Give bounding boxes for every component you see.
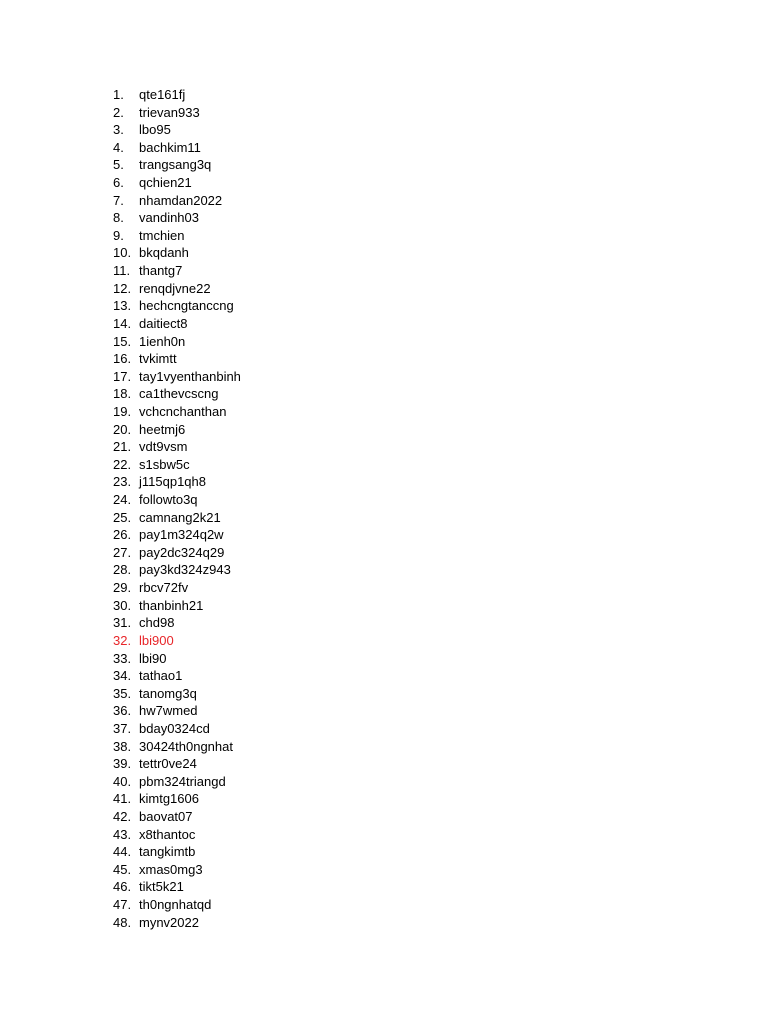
- list-item: [113, 227, 241, 245]
- list-item-text: bkqdanh: [139, 245, 189, 261]
- list-item: [113, 86, 241, 104]
- list-item: [113, 561, 241, 579]
- list-item: [113, 632, 241, 650]
- list-item-text: 30424th0ngnhat: [139, 738, 233, 754]
- list-item-number: 15.: [113, 333, 132, 349]
- list-item: [113, 121, 241, 139]
- list-item-number: 8.: [113, 210, 124, 226]
- list-item-text: s1sbw5c: [139, 456, 190, 472]
- list-item: [113, 368, 241, 386]
- list-item: [113, 650, 241, 668]
- list-item: [113, 280, 241, 298]
- list-item: [113, 333, 241, 351]
- list-item-number: 7.: [113, 192, 124, 208]
- list-item-text: chd98: [139, 615, 175, 631]
- list-item-number: 2.: [113, 104, 124, 120]
- list-item-text: followto3q: [139, 492, 198, 508]
- list-item: [113, 843, 241, 861]
- list-item-text: tangkimtb: [139, 844, 196, 860]
- list-item-number: 44.: [113, 844, 132, 860]
- list-item-number: 30.: [113, 597, 132, 613]
- list-item-text: pay3kd324z943: [139, 562, 231, 578]
- list-item-text: j115qp1qh8: [139, 474, 206, 490]
- list-item: [113, 385, 241, 403]
- code-list: [113, 86, 241, 931]
- list-item: [113, 720, 241, 738]
- list-item-text: tikt5k21: [139, 879, 184, 895]
- list-item-text: tvkimtt: [139, 351, 177, 367]
- list-item: [113, 350, 241, 368]
- list-item: [113, 597, 241, 615]
- list-item-number: 5.: [113, 157, 124, 173]
- list-item: [113, 808, 241, 826]
- list-item-number: 38.: [113, 738, 132, 754]
- list-item-text: 1ienh0n: [139, 333, 186, 349]
- list-item-text: th0ngnhatqd: [139, 897, 212, 913]
- list-item-number: 37.: [113, 720, 132, 736]
- list-item-text: pay1m324q2w: [139, 527, 224, 543]
- list-item: [113, 755, 241, 773]
- list-item: [113, 139, 241, 157]
- list-item: [113, 438, 241, 456]
- list-item-number: 28.: [113, 562, 132, 578]
- list-item-number: 21.: [113, 439, 132, 455]
- list-item: [113, 244, 241, 262]
- list-item-text: baovat07: [139, 808, 193, 824]
- list-item-text: camnang2k21: [139, 509, 221, 525]
- list-item-text: vandinh03: [139, 210, 199, 226]
- list-item: [113, 702, 241, 720]
- list-item-text: daitiect8: [139, 315, 188, 331]
- list-item-number: 33.: [113, 650, 132, 666]
- list-item-number: 13.: [113, 298, 132, 314]
- list-item-text: bachkim11: [139, 139, 201, 155]
- list-item-text: nhamdan2022: [139, 192, 223, 208]
- list-item-number: 14.: [113, 315, 132, 331]
- list-item-number: 17.: [113, 368, 132, 384]
- list-item-text: thanbinh21: [139, 597, 204, 613]
- list-item-text: pay2dc324q29: [139, 544, 225, 560]
- list-item-number: 6.: [113, 175, 124, 191]
- list-item: [113, 315, 241, 333]
- list-item: [113, 174, 241, 192]
- list-item: [113, 209, 241, 227]
- list-item-number: 39.: [113, 756, 132, 772]
- list-item-number: 12.: [113, 280, 132, 296]
- list-item: [113, 297, 241, 315]
- list-item: [113, 192, 241, 210]
- list-item-number: 32.: [113, 632, 132, 648]
- list-item-number: 48.: [113, 914, 132, 930]
- list-item-text: lbi900: [139, 632, 174, 648]
- list-item: [113, 790, 241, 808]
- list-item-text: qte161fj: [139, 87, 186, 102]
- list-item-text: tathao1: [139, 668, 183, 684]
- list-item-text: qchien21: [139, 175, 192, 191]
- list-item-text: renqdjvne22: [139, 280, 211, 296]
- list-item-text: kimtg1606: [139, 791, 199, 807]
- list-item-number: 10.: [113, 245, 132, 261]
- list-item-number: 42.: [113, 808, 132, 824]
- list-item-number: 9.: [113, 227, 124, 243]
- list-item: [113, 685, 241, 703]
- list-item-text: rbcv72fv: [139, 580, 189, 596]
- list-item-number: 4.: [113, 139, 124, 155]
- list-item-text: tanomg3q: [139, 685, 197, 701]
- list-item: [113, 156, 241, 174]
- list-item: [113, 491, 241, 509]
- list-item: [113, 738, 241, 756]
- list-item: [113, 456, 241, 474]
- list-item-text: lbo95: [139, 122, 171, 138]
- list-item-text: mynv2022: [139, 914, 199, 930]
- list-item-number: 29.: [113, 580, 132, 596]
- list-item: [113, 861, 241, 879]
- list-item: [113, 544, 241, 562]
- list-item-text: tmchien: [139, 227, 185, 243]
- list-item-number: 34.: [113, 668, 132, 684]
- list-item-number: 23.: [113, 474, 132, 490]
- list-item-text: pbm324triangd: [139, 773, 226, 789]
- list-item-number: 35.: [113, 685, 132, 701]
- list-item-number: 41.: [113, 791, 132, 807]
- list-item-text: hw7wmed: [139, 703, 198, 719]
- list-item-number: 31.: [113, 615, 132, 631]
- list-item: [113, 421, 241, 439]
- list-item-number: 26.: [113, 527, 132, 543]
- list-item-text: x8thantoc: [139, 826, 196, 842]
- list-item-number: 36.: [113, 703, 132, 719]
- list-item-number: 24.: [113, 492, 132, 508]
- list-item-text: thantg7: [139, 263, 183, 279]
- list-item-number: 16.: [113, 351, 132, 367]
- list-item-text: bday0324cd: [139, 720, 210, 736]
- list-item: [113, 878, 241, 896]
- list-item: [113, 526, 241, 544]
- list-item-number: 18.: [113, 386, 132, 402]
- list-item-text: tay1vyenthanbinh: [139, 368, 241, 384]
- list-item: [113, 104, 241, 122]
- list-item-text: ca1thevcscng: [139, 386, 219, 402]
- list-item: [113, 826, 241, 844]
- list-item-number: 1.: [113, 87, 124, 102]
- list-item-text: hechcngtanccng: [139, 298, 234, 314]
- list-item-number: 27.: [113, 544, 132, 560]
- list-item-number: 45.: [113, 861, 132, 877]
- list-item-number: 20.: [113, 421, 132, 437]
- list-item: [113, 403, 241, 421]
- list-item-text: trievan933: [139, 104, 200, 120]
- list-item-number: 11.: [113, 263, 131, 279]
- list-item: [113, 509, 241, 527]
- list-item-number: 46.: [113, 879, 132, 895]
- list-item: [113, 896, 241, 914]
- list-item: [113, 262, 241, 280]
- list-item-number: 47.: [113, 897, 132, 913]
- list-item-number: 40.: [113, 773, 132, 789]
- list-item-text: heetmj6: [139, 421, 186, 437]
- list-item-number: 22.: [113, 456, 132, 472]
- list-item: [113, 614, 241, 632]
- list-item-number: 3.: [113, 122, 124, 138]
- list-item-text: vdt9vsm: [139, 439, 188, 455]
- list-item: [113, 914, 241, 932]
- list-item: [113, 579, 241, 597]
- list-item: [113, 773, 241, 791]
- list-item-number: 19.: [113, 403, 132, 419]
- list-item-text: tettr0ve24: [139, 756, 197, 772]
- list-item-text: xmas0mg3: [139, 861, 203, 877]
- list-item-text: lbi90: [139, 650, 167, 666]
- list-item: [113, 667, 241, 685]
- list-item-text: trangsang3q: [139, 157, 212, 173]
- list-item-number: 25.: [113, 509, 132, 525]
- list-item-text: vchcnchanthan: [139, 403, 227, 419]
- list-item-number: 43.: [113, 826, 132, 842]
- list-item: [113, 473, 241, 491]
